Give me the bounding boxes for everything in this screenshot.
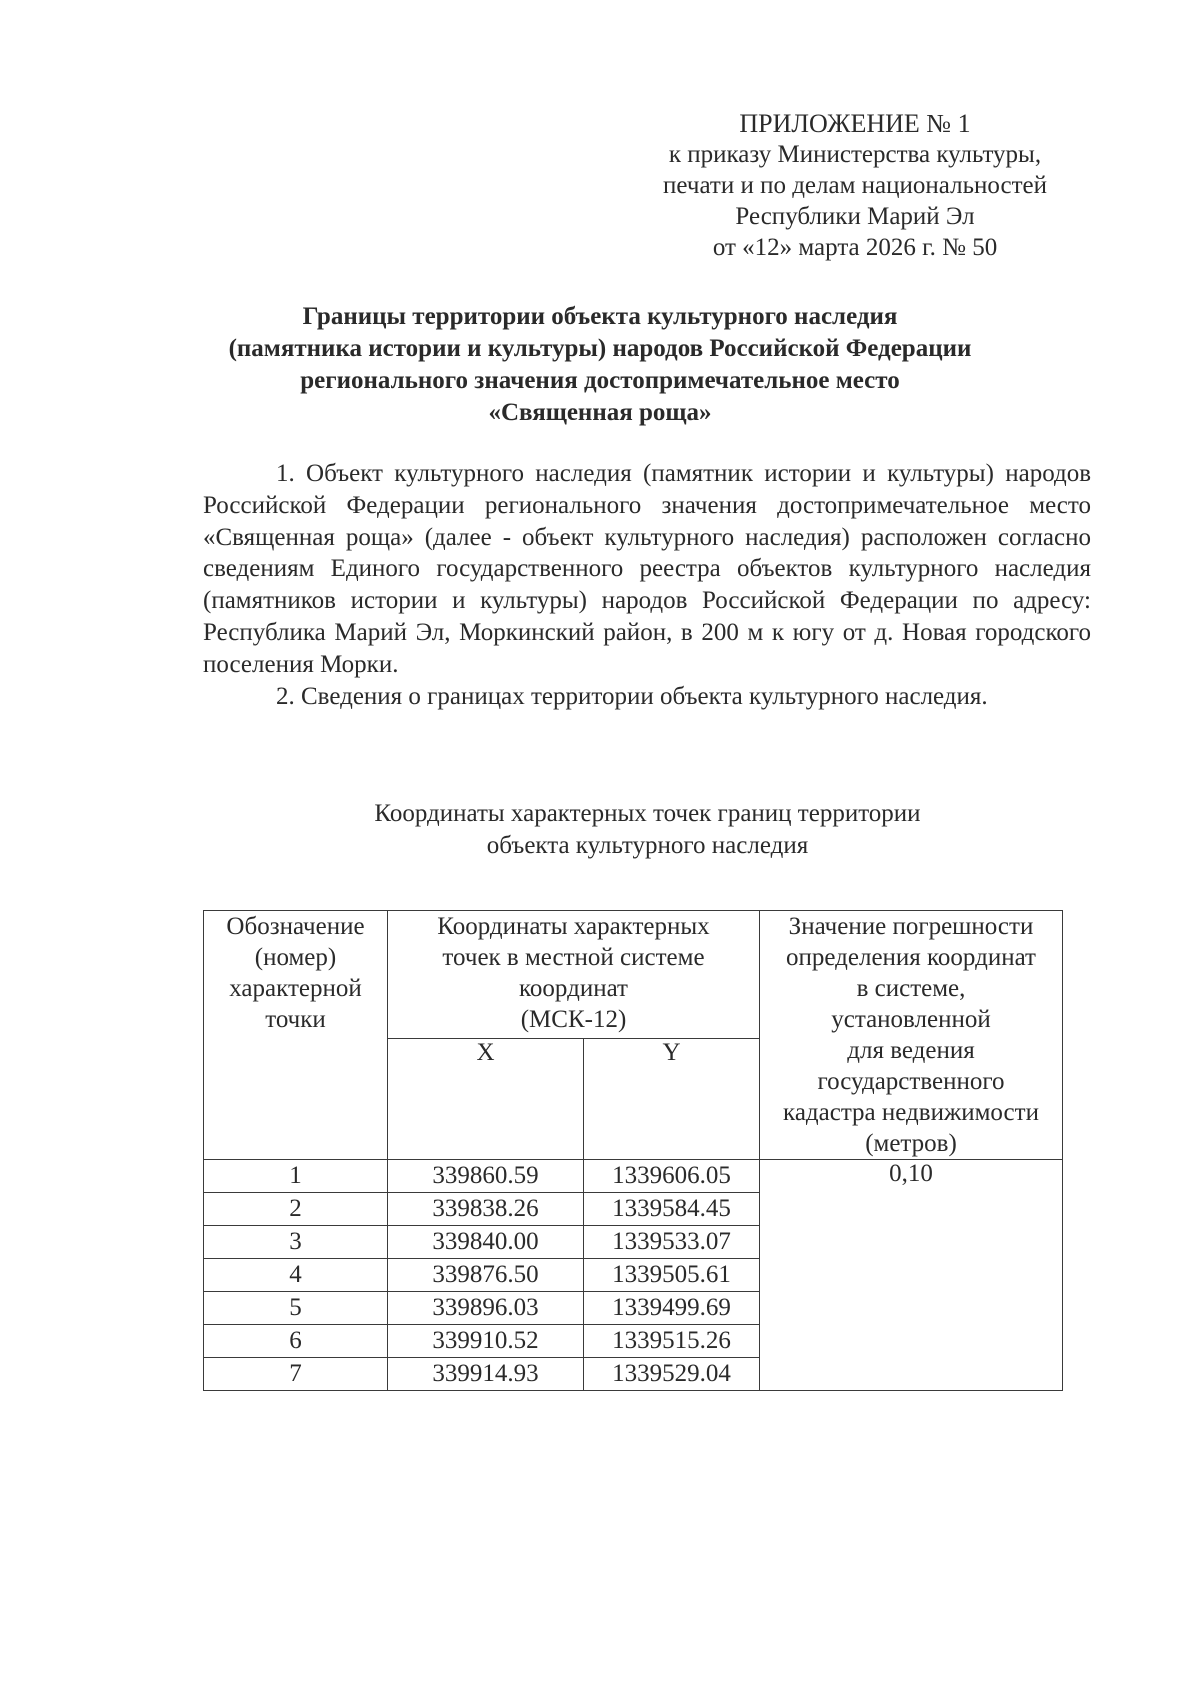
- x-coordinate-cell: 339896.03: [388, 1292, 584, 1325]
- table-row: [204, 1160, 1063, 1193]
- paragraph-2: 2. Сведения о границах территории объекта культурного наследия.: [276, 682, 988, 710]
- header-x: X: [388, 1039, 584, 1160]
- y-coordinate-cell: 1339584.45: [584, 1193, 760, 1226]
- x-coordinate-cell: 339838.26: [388, 1193, 584, 1226]
- paragraph-1: 1. Объект культурного наследия (памятник истории и культуры) народов Российской Федерации регионального значения достопримечательное место «Священная роща» (далее - объект культурного наследия) расположен согласно сведениям Единого государственного реестра объектов культурного наследия (памятников истории и культуры) народов Российской Федерации по адресу: Республика Марий Эл, Моркинский район, в 200 м к югу от д. Новая городского поселения Морки.: [203, 460, 1091, 678]
- y-coordinate-cell: 1339515.26: [584, 1325, 760, 1358]
- title-line: регионального значения достопримечательное место: [300, 367, 900, 394]
- header-y: Y: [584, 1039, 760, 1160]
- x-coordinate-cell: 339910.52: [388, 1325, 584, 1358]
- document-body: [203, 458, 1091, 712]
- appendix-block: [600, 108, 1110, 263]
- table-caption-line: объекта культурного наследия: [486, 832, 809, 859]
- table-caption: [200, 798, 1095, 862]
- point-number-cell: 3: [204, 1226, 388, 1259]
- x-coordinate-cell: 339860.59: [388, 1160, 584, 1193]
- x-coordinate-cell: 339914.93: [388, 1358, 584, 1391]
- y-coordinate-cell: 1339533.07: [584, 1226, 760, 1259]
- y-coordinate-cell: 1339529.04: [584, 1358, 760, 1391]
- error-value-cell: 0,10: [760, 1160, 1063, 1391]
- x-coordinate-cell: 339876.50: [388, 1259, 584, 1292]
- title-line: Границы территории объекта культурного наследия: [302, 303, 898, 330]
- title-line: «Священная роща»: [488, 399, 712, 426]
- point-number-cell: 1: [204, 1160, 388, 1193]
- appendix-line: к приказу Министерства культуры,: [668, 141, 1042, 168]
- header-coordinates: Координаты характерных точек в местной системе координат (МСК-12): [388, 911, 760, 1039]
- appendix-line: печати и по делам национальностей: [663, 172, 1047, 199]
- x-coordinate-cell: 339840.00: [388, 1226, 584, 1259]
- appendix-heading: ПРИЛОЖЕНИЕ № 1: [739, 109, 971, 138]
- header-error-value: Значение погрешности определения координат в системе, установленной для ведения государственного кадастра недвижимости (метров): [760, 911, 1063, 1160]
- table-header-row: [204, 911, 1063, 1039]
- point-number-cell: 6: [204, 1325, 388, 1358]
- coordinates-table: [203, 910, 1063, 1391]
- point-number-cell: 4: [204, 1259, 388, 1292]
- y-coordinate-cell: 1339499.69: [584, 1292, 760, 1325]
- point-number-cell: 7: [204, 1358, 388, 1391]
- y-coordinate-cell: 1339606.05: [584, 1160, 760, 1193]
- point-number-cell: 5: [204, 1292, 388, 1325]
- header-point-number: Обозначение (номер) характерной точки: [204, 911, 388, 1160]
- appendix-line: от «12» марта 2026 г. № 50: [712, 234, 998, 261]
- y-coordinate-cell: 1339505.61: [584, 1259, 760, 1292]
- title-line: (памятника истории и культуры) народов Российской Федерации: [228, 335, 972, 362]
- document-title: [180, 301, 1020, 429]
- table-caption-line: Координаты характерных точек границ территории: [374, 800, 921, 827]
- appendix-line: Республики Марий Эл: [735, 203, 975, 230]
- point-number-cell: 2: [204, 1193, 388, 1226]
